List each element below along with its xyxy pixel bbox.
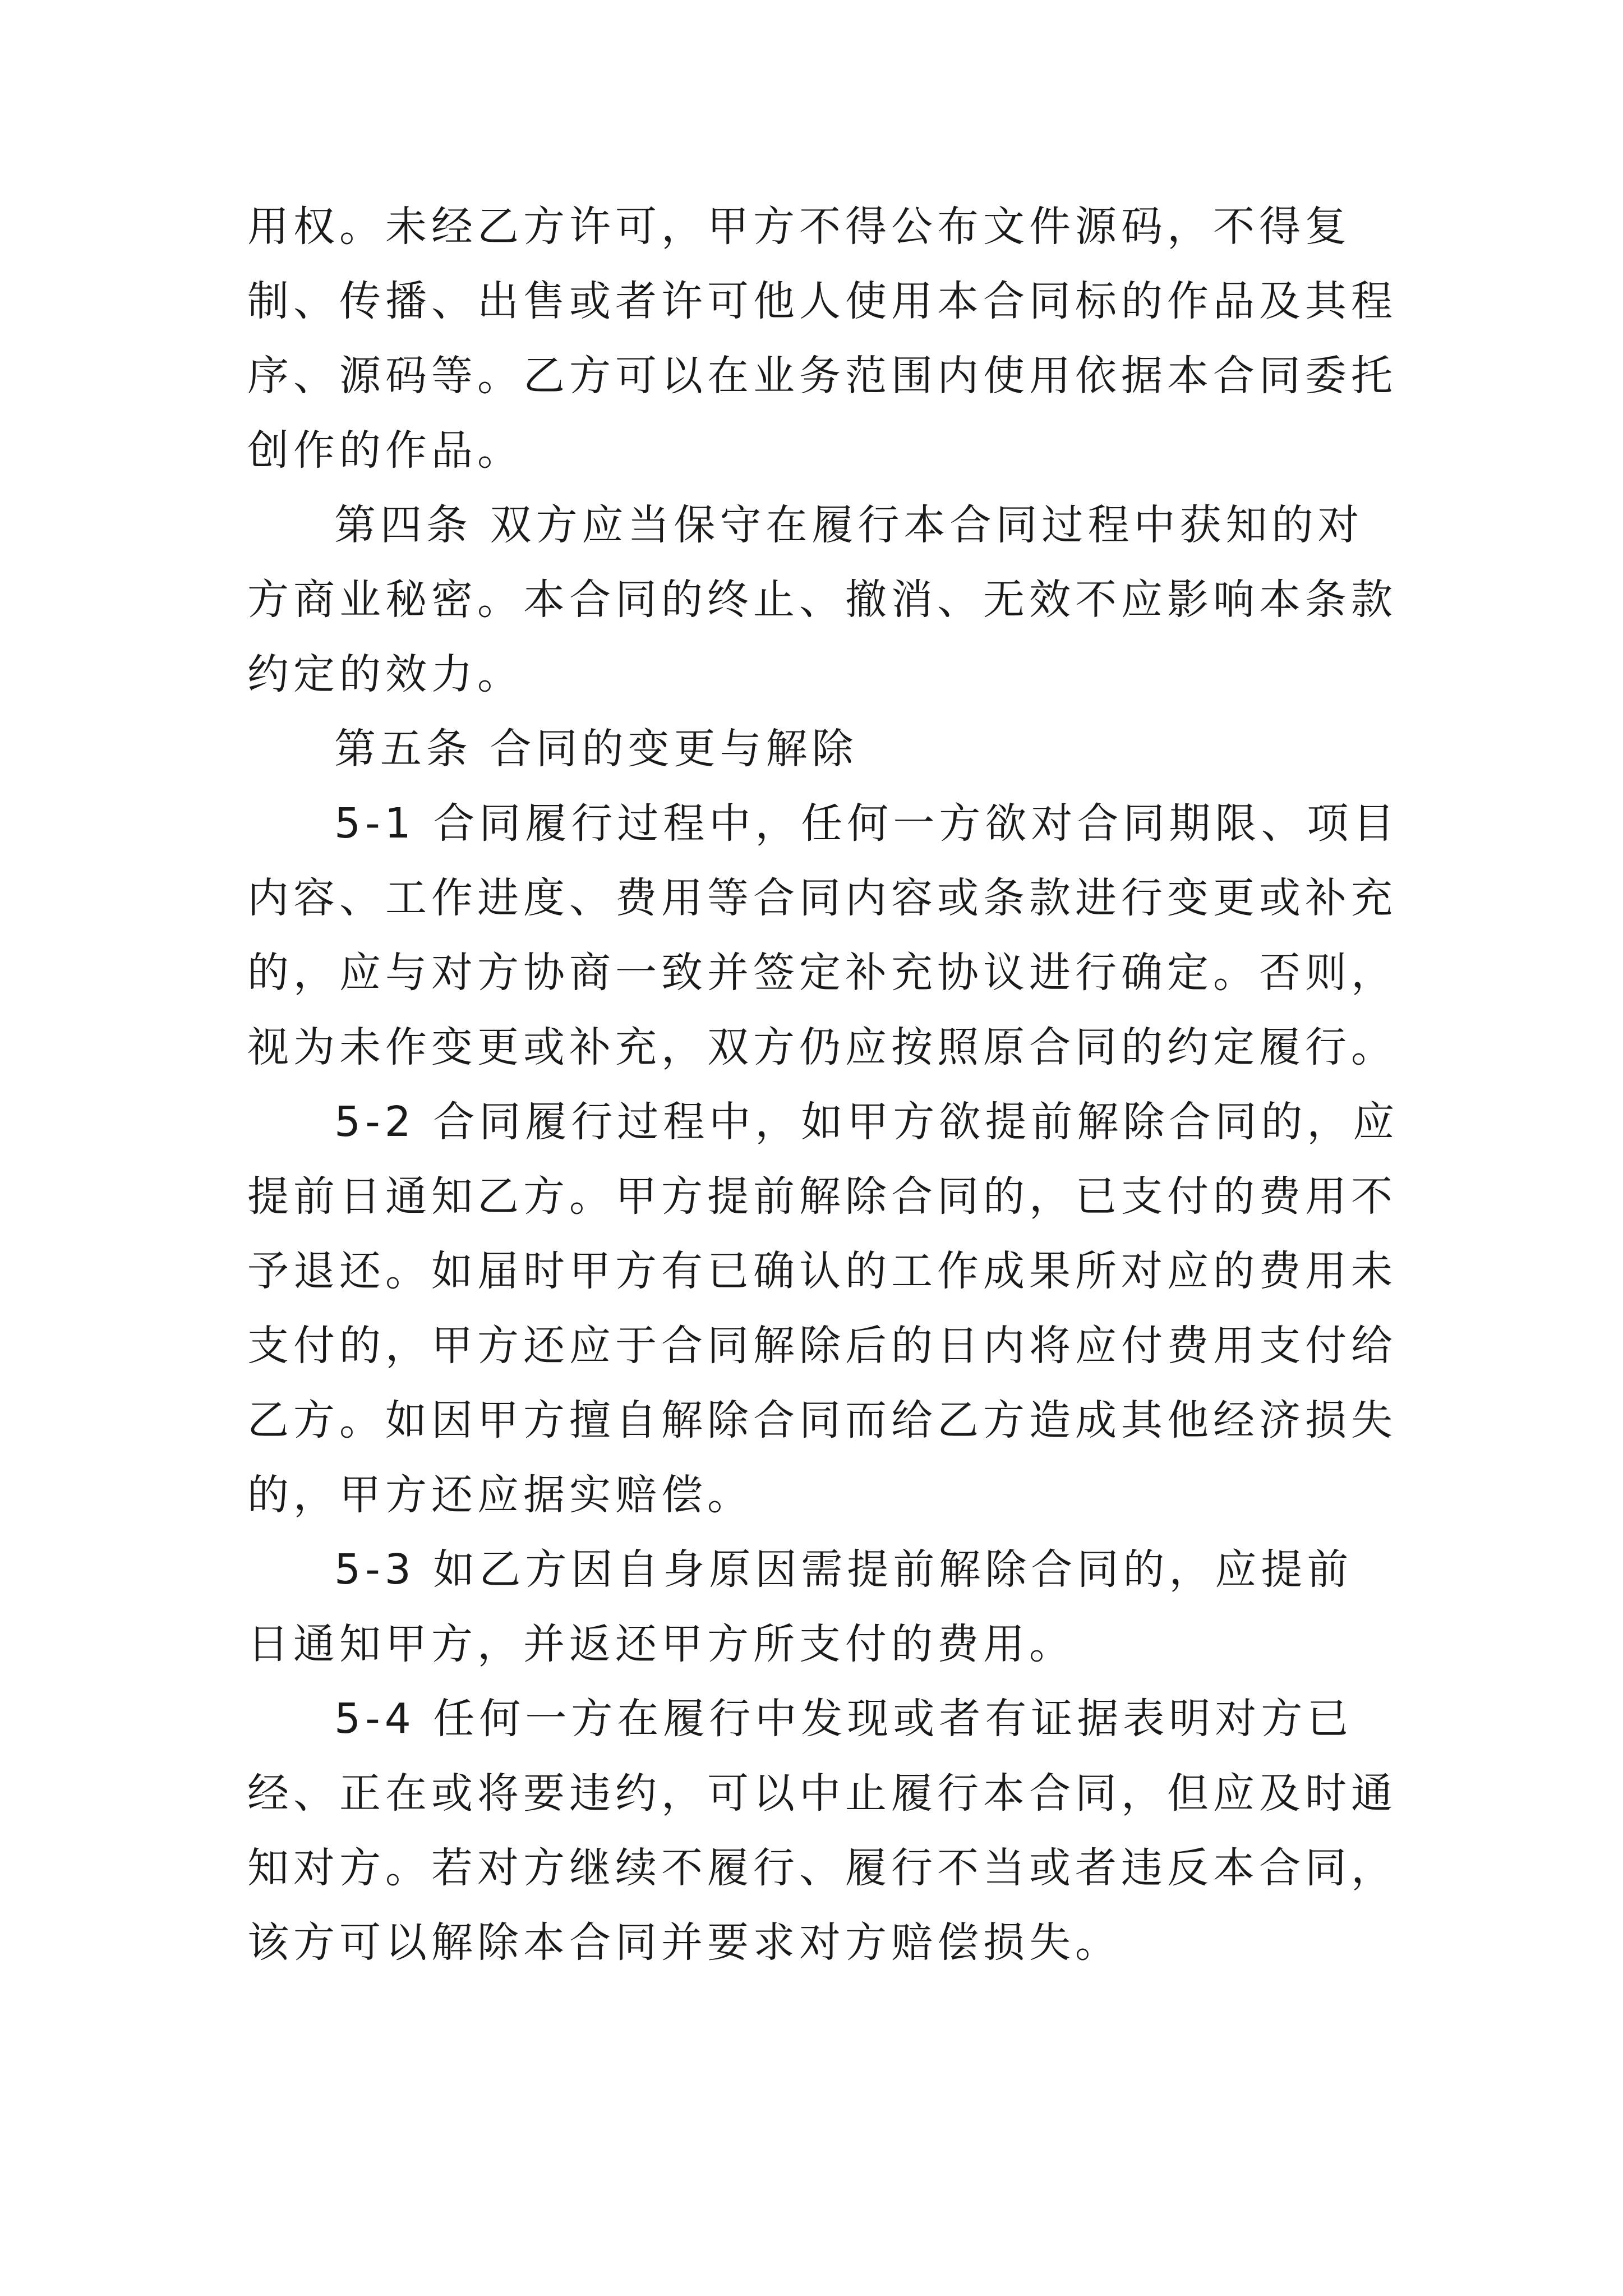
- paragraph-clause-5-2: 5-2 合同履行过程中，如甲方欲提前解除合同的，应提前日通知乙方。甲方提前解除合同的，已支付的费用不予退还。如届时甲方有已确认的工作成果所对应的费用未支付的，甲方还应于合同解除后的日内将应付费用支付给乙方。如因甲方擅自解除合同而给乙方造成其他经济损失的，甲方还应据实赔偿。: [247, 1098, 1399, 1519]
- paragraph-article-4-confidentiality: 第四条 双方应当保守在履行本合同过程中获知的对方商业秘密。本合同的终止、撤消、无效不应影响本条款约定的效力。: [247, 501, 1397, 698]
- document-body: [247, 190, 1403, 1980]
- paragraph-usage-rights: 用权。未经乙方许可，甲方不得公布文件源码，不得复制、传播、出售或者许可他人使用本合同标的作品及其程序、源码等。乙方可以在业务范围内使用依据本合同委托创作的作品。: [247, 203, 1397, 475]
- paragraph-clause-5-4: 5-4 任何一方在履行中发现或者有证据表明对方已经、正在或将要违约，可以中止履行本合同，但应及时通知对方。若对方继续不履行、履行不当或者违反本合同，该方可以解除本合同并要求对方赔偿损失。: [247, 1695, 1397, 1967]
- paragraph-clause-5-3: 5-3 如乙方因自身原因需提前解除合同的，应提前 日通知甲方，并返还甲方所支付的费用。: [247, 1545, 1353, 1668]
- paragraph-article-5-heading: 第五条 合同的变更与解除: [334, 725, 858, 773]
- paragraph-clause-5-1: 5-1 合同履行过程中，任何一方欲对合同期限、项目内容、工作进度、费用等合同内容或条款进行变更或补充的，应与对方协商一致并签定补充协议进行确定。否则，视为未作变更或补充，双方仍应按照原合同的约定履行。: [247, 799, 1399, 1071]
